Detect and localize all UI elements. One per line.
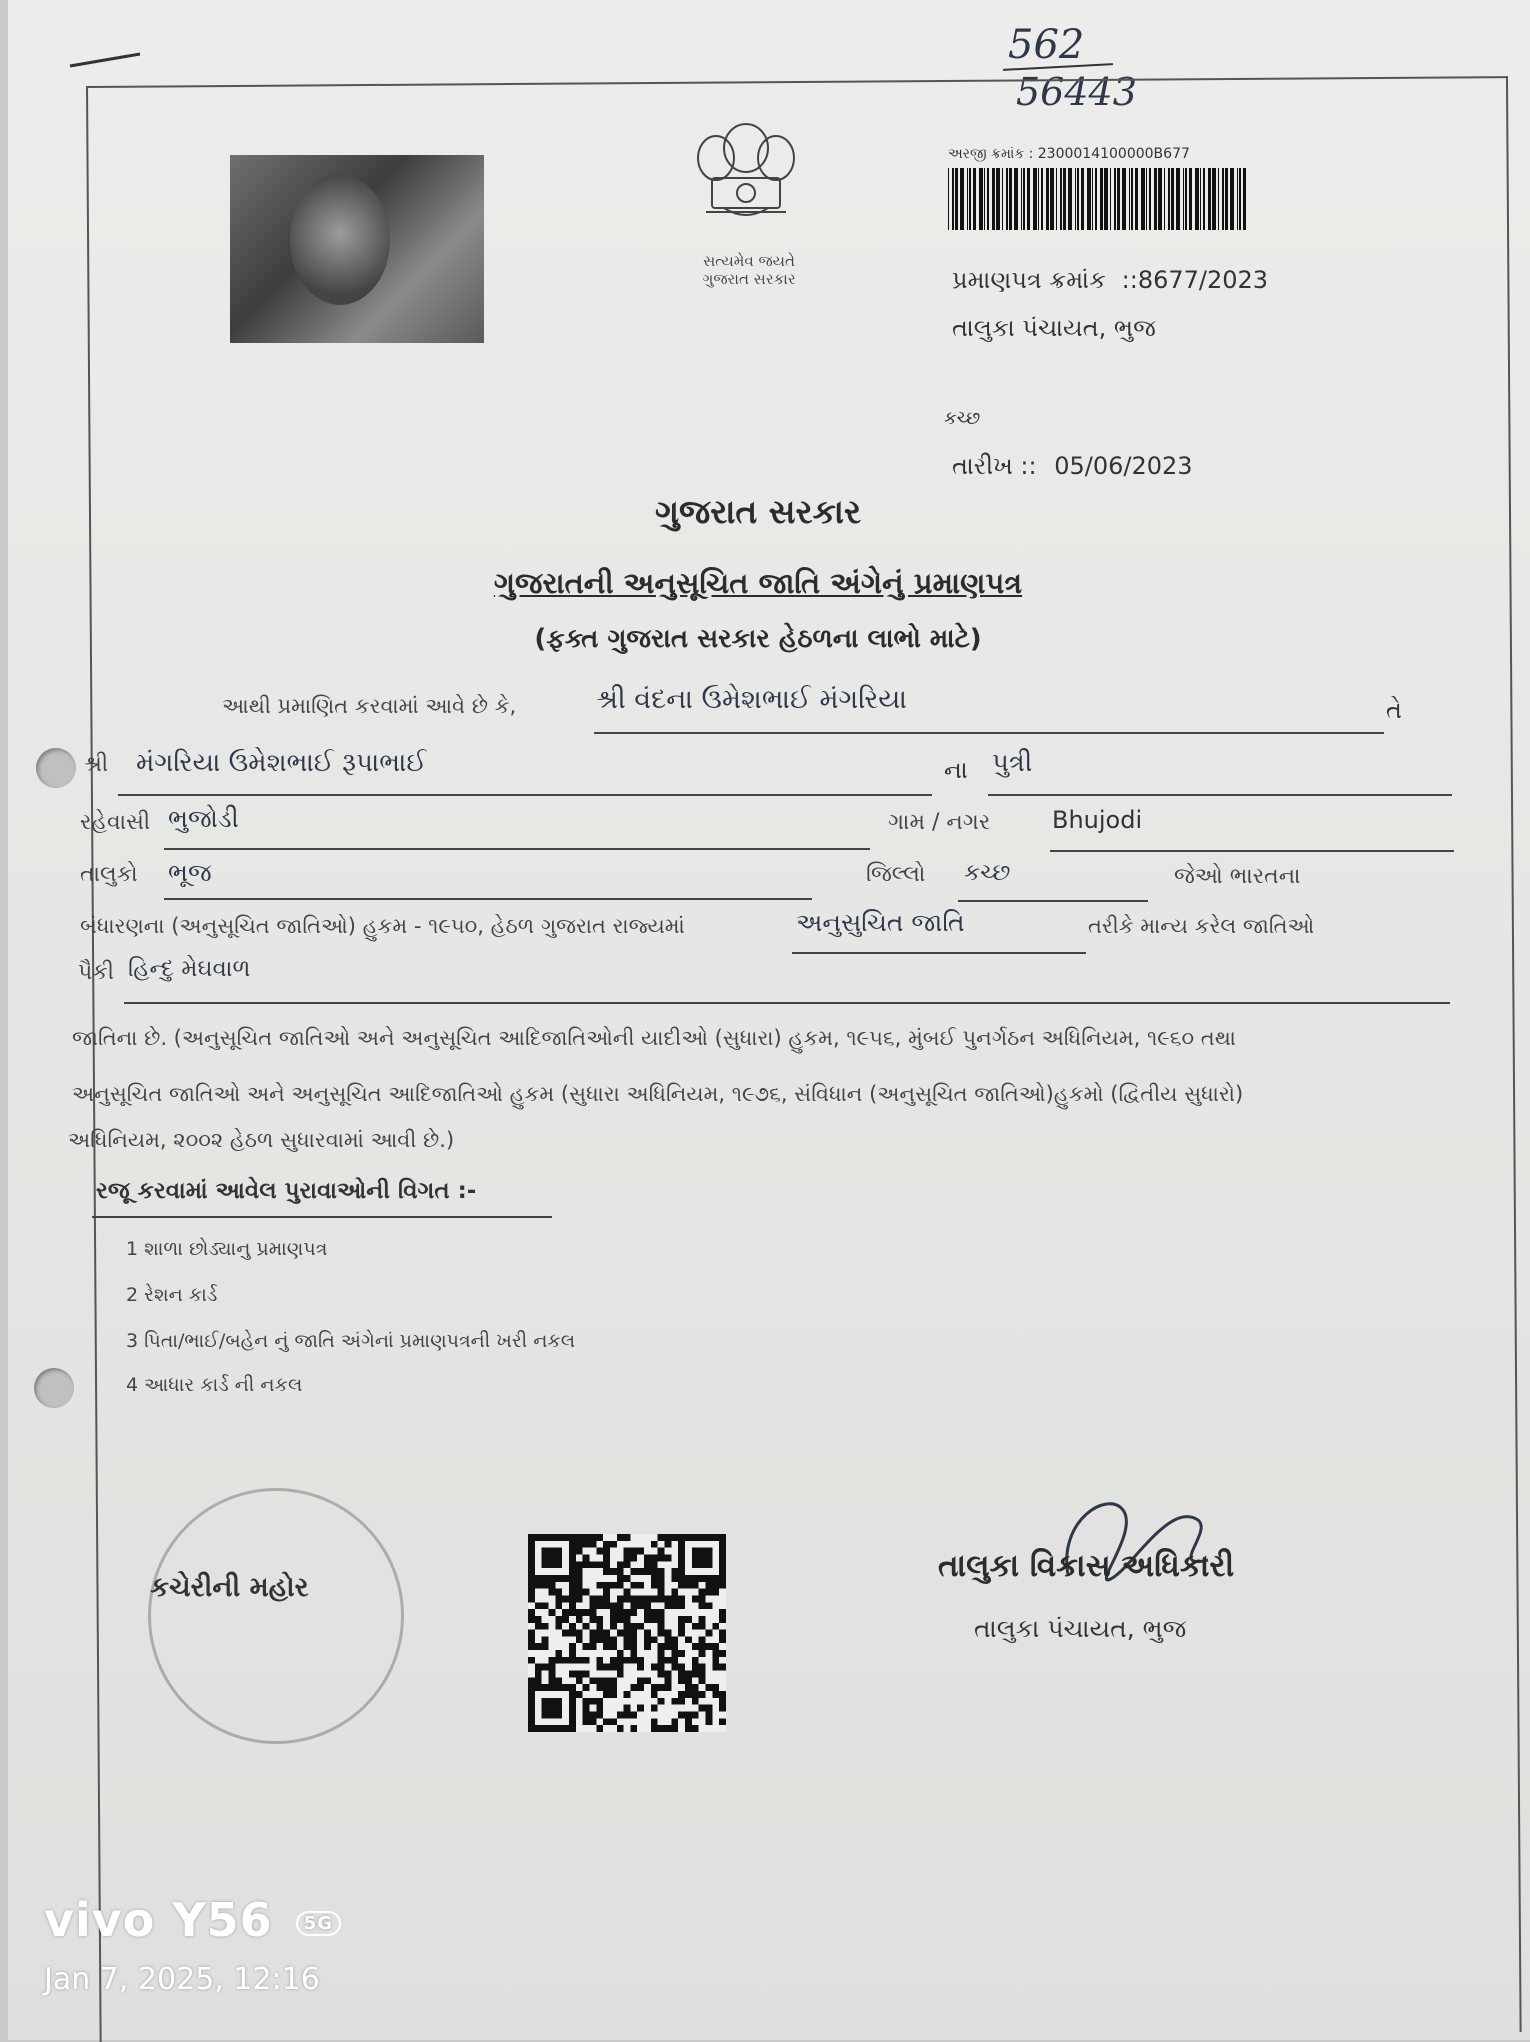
- legal-paragraph-line-2: અનુસૂચિત જાતિઓ અને અનુસૂચિત આદિજાતિઓ હુકમ (સુધારા અધિનિયમ, ૧૯૭૬, સંવિધાન (અનુસૂચિત જાતિઓ)હુકમો (દ્વિતીય સુધારો): [72, 1082, 1244, 1106]
- taluka-underline: [164, 898, 812, 900]
- father-name: મંગરિયા ઉમેશભાઈ રૂપાભાઈ: [136, 748, 427, 778]
- holder-name-underline: [594, 732, 1384, 734]
- shri-prefix: શ્રી: [84, 752, 109, 777]
- issuing-office: તાલુકા પંચાયત, ભુજ: [952, 314, 1156, 342]
- office-seal-stamp: [148, 1488, 404, 1744]
- certificate-number-value: ::8677/2023: [1121, 266, 1269, 294]
- district-label: જિલ્લો: [866, 862, 926, 887]
- date-value: 05/06/2023: [1054, 452, 1193, 480]
- certificate-note: (ફક્ત ગુજરાત સરકાર હેઠળના લાભો માટે): [534, 624, 982, 654]
- relation-underline: [988, 794, 1452, 796]
- application-number-value: 2300014100000B677: [1037, 146, 1190, 162]
- village-value: Bhujodi: [1052, 806, 1143, 834]
- date-row: [952, 452, 1193, 480]
- caste-value: હિન્દુ મેઘવાળ: [128, 956, 251, 982]
- evidence-item: 4 આધાર કાર્ડ ની નકલ: [126, 1374, 303, 1396]
- village-label: ગામ / નગર: [888, 810, 991, 835]
- among-label: પૈકી: [78, 960, 115, 985]
- village-underline: [1050, 850, 1454, 852]
- evidence-item: 1 શાળા છોડ્યાનુ પ્રમાણપત્ર: [126, 1238, 328, 1260]
- qr-code-icon: [528, 1534, 726, 1732]
- legal-paragraph-line-3: અધિનિયમ, ૨૦૦૨ હેઠળ સુધારવામાં આવી છે.): [68, 1128, 455, 1152]
- caste-underline: [124, 1002, 1450, 1004]
- emblem-motto: સત્યમેવ જયતે: [703, 252, 795, 270]
- taluka-label: તાલુકો: [80, 862, 138, 887]
- emblem-issuer: ગુજરાત સરકાર: [702, 270, 796, 288]
- certificate-number-label: પ્રમાણપત્ર ક્રમાંક: [952, 266, 1107, 294]
- evidence-item: 2 રેશન કાર્ડ: [126, 1284, 218, 1306]
- holder-name: શ્રી વંદના ઉમેશભાઈ મંગરિયા: [596, 684, 908, 715]
- resident-underline: [164, 848, 870, 850]
- handwritten-number-bottom: 56443: [1016, 70, 1137, 114]
- taluka-value: ભૂજ: [168, 858, 212, 887]
- device-name: vivo Y56: [44, 1893, 273, 1947]
- page-title: ગુજરાત સરકાર: [654, 492, 862, 531]
- application-number-label: અરજી ક્રમાંક :: [948, 146, 1034, 162]
- certificate-border: [86, 76, 1522, 2042]
- pen-mark: [68, 50, 148, 70]
- na-text: ના: [944, 756, 968, 784]
- handwritten-number-top: 562: [1008, 22, 1085, 68]
- category-value: અનુસુચિત જાતિ: [796, 908, 965, 937]
- signatory-title: તાલુકા વિકાસ અધિકારી: [938, 1548, 1235, 1584]
- father-name-underline: [118, 794, 932, 796]
- punch-hole: [36, 748, 76, 788]
- recognized-text: તરીકે માન્ય કરેલ જાતિઓ: [1088, 914, 1315, 938]
- document-paper: [8, 0, 1530, 2040]
- evidence-item: 3 પિતા/ભાઈ/બહેન નું જાતિ અંગેનાં પ્રમાણપત્રની ખરી નકલ: [126, 1330, 576, 1352]
- certificate-number-row: [952, 266, 1268, 294]
- district-underline: [958, 900, 1148, 902]
- camera-watermark-device: [44, 1893, 341, 1947]
- legal-paragraph-line-1: જાતિના છે. (અનુસૂચિત જાતિઓ અને અનુસૂચિત આદિજાતિઓની યાદીઓ (સુધારા) હુકમ, ૧૯૫૬, મુંબઈ પુનર્ગઠન અધિનિયમ, ૧૯૬૦ તથા: [72, 1026, 1236, 1050]
- resident-label: રહેવાસી: [80, 810, 151, 835]
- applicant-photo: [230, 155, 484, 343]
- te-text: તે: [1386, 696, 1402, 724]
- application-number-row: [948, 146, 1190, 162]
- date-label: તારીખ ::: [952, 452, 1037, 480]
- evidence-heading-underline: [92, 1216, 552, 1218]
- constitution-text: બંધારણના (અનુસૂચિત જાતિઓ) હુકમ - ૧૯૫૦, હેઠળ ગુજરાત રાજ્યમાં: [80, 914, 685, 938]
- evidence-heading: રજૂ કરવામાં આવેલ પુરાવાઓની વિગત :-: [96, 1178, 477, 1204]
- issuing-district: કચ્છ: [944, 408, 981, 429]
- national-emblem-icon: [676, 108, 816, 248]
- intro-text: આથી પ્રમાણિત કરવામાં આવે છે કે,: [222, 694, 517, 718]
- resident-value: ભુજોડી: [168, 804, 239, 833]
- signatory-office: તાલુકા પંચાયત, ભુજ: [974, 1614, 1187, 1643]
- district-value: કચ્છ: [964, 860, 1011, 886]
- relation-value: પુત્રી: [992, 748, 1033, 778]
- category-underline: [792, 952, 1086, 954]
- certificate-subtitle: ગુજરાતની અનુસૂચિત જાતિ અંગેનું પ્રમાણપત્ર: [493, 566, 1023, 600]
- seal-label: કચેરીની મહોર: [150, 1572, 309, 1603]
- punch-hole: [34, 1368, 74, 1408]
- camera-watermark-timestamp: Jan 7, 2025, 12:16: [44, 1962, 320, 1997]
- india-text: જેઓ ભારતના: [1174, 864, 1301, 889]
- network-badge: 5G: [296, 1911, 341, 1936]
- barcode-icon: [948, 168, 1252, 230]
